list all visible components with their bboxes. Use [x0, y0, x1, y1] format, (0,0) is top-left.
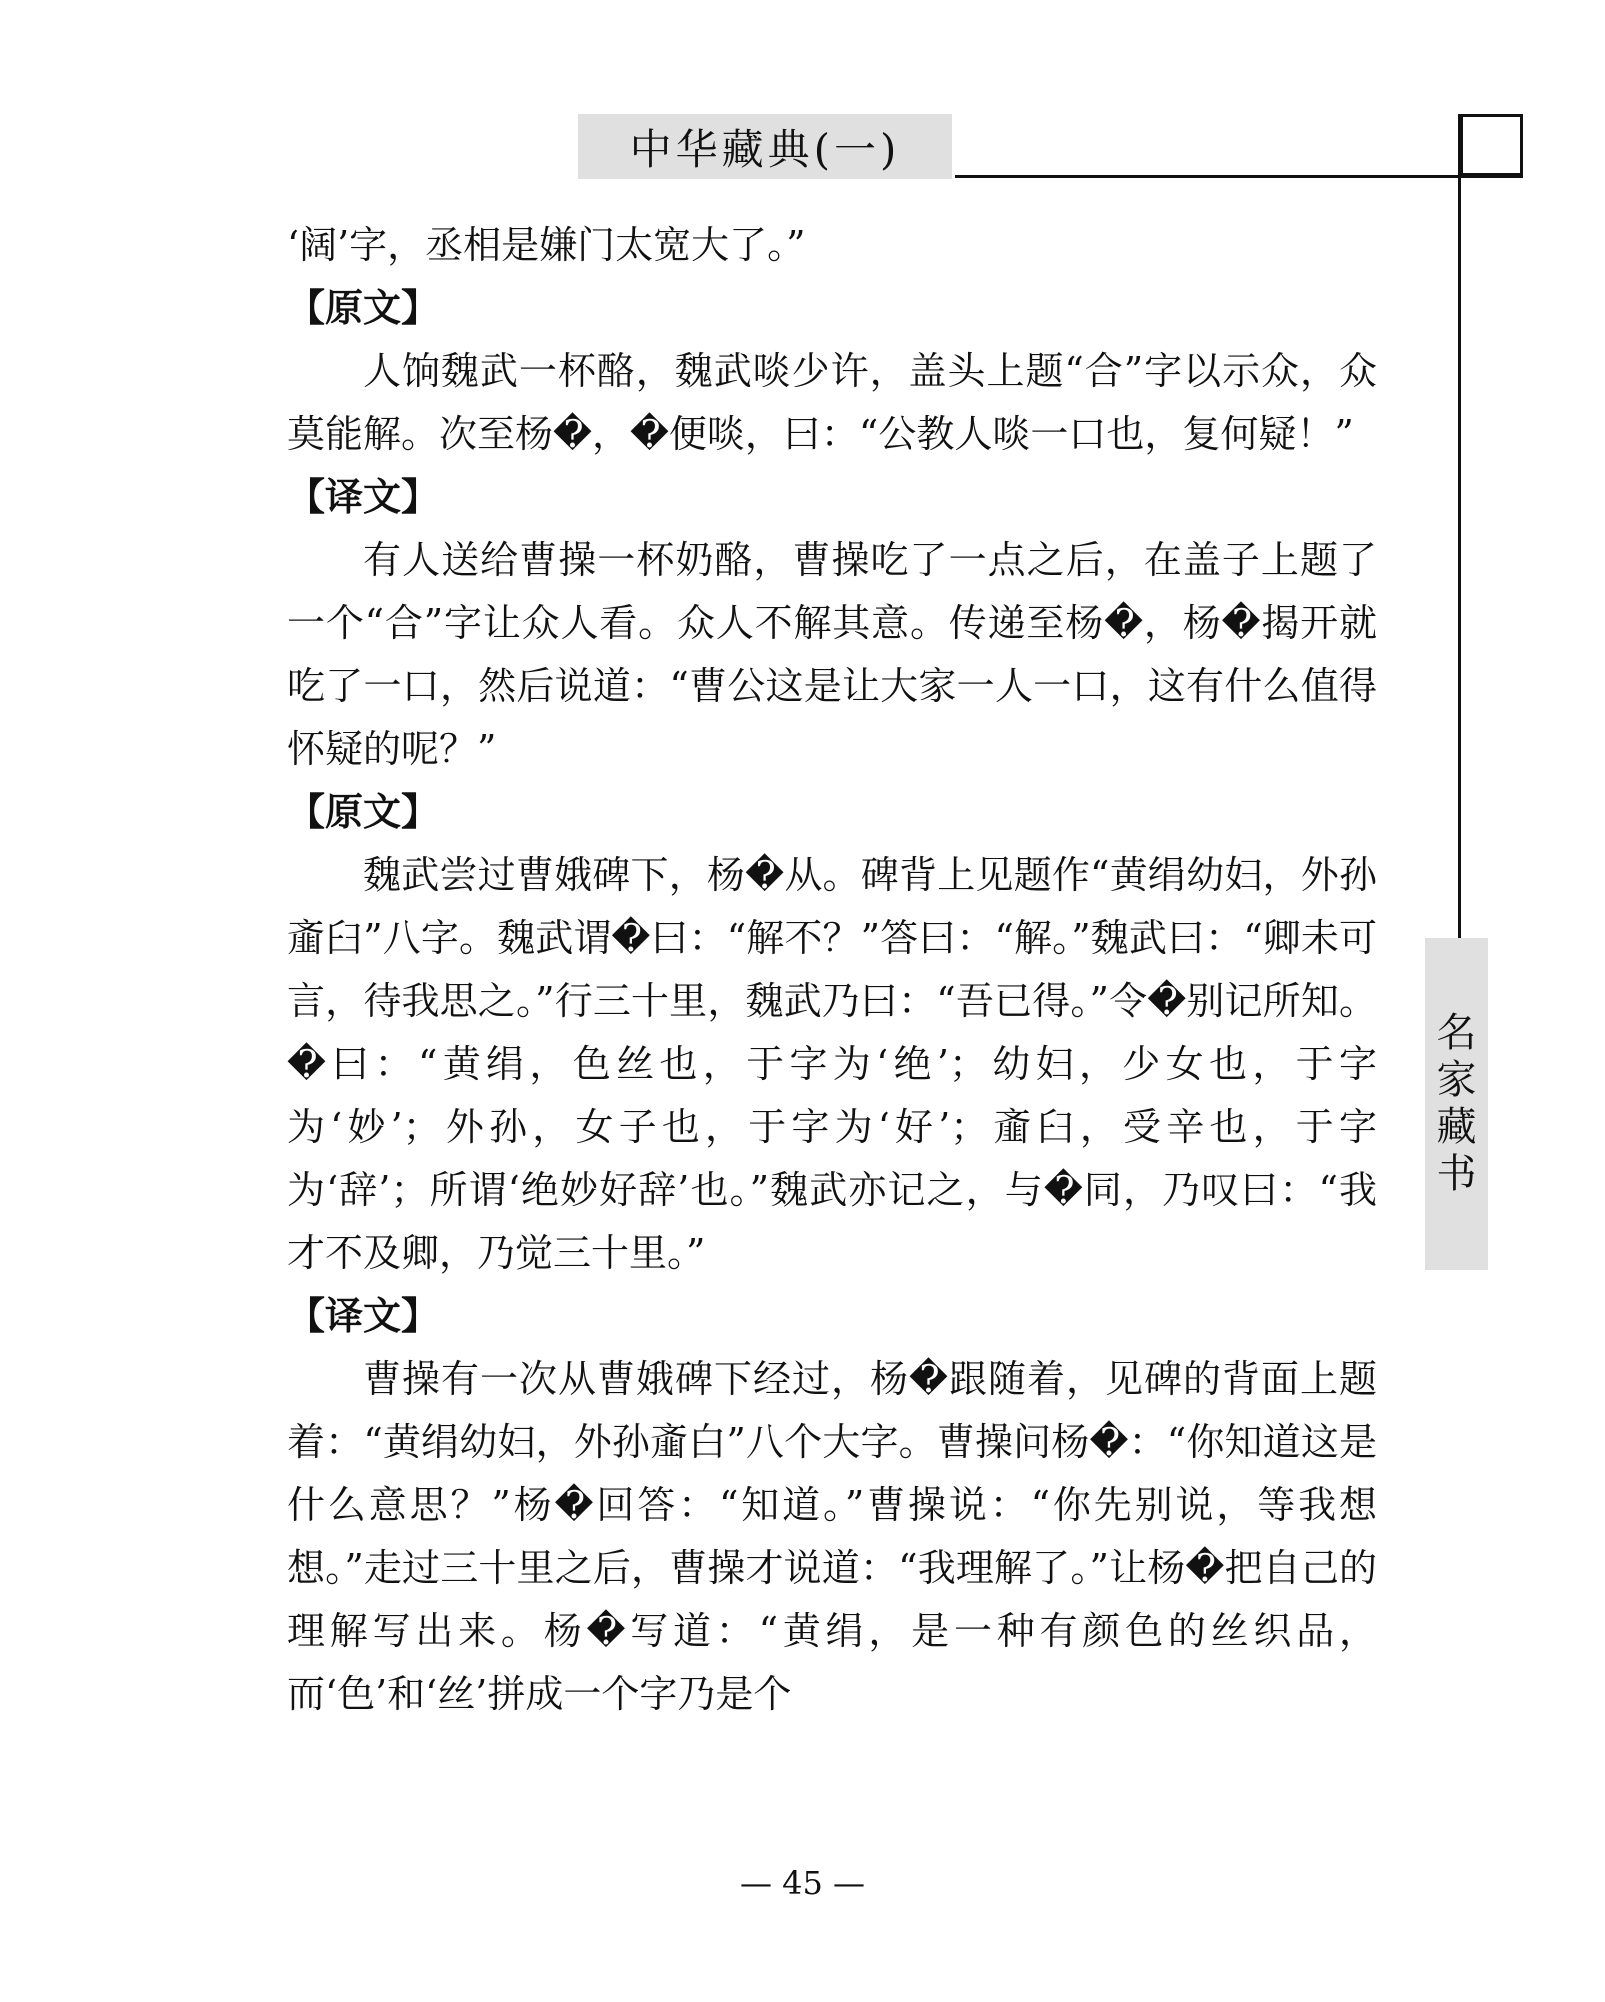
side-rule [1458, 114, 1461, 939]
side-tab-char: 书 [1436, 1151, 1477, 1197]
side-tab-char: 名 [1436, 1010, 1477, 1056]
translation-paragraph: 曹操有一次从曹娥碑下经过，杨�跟随着，见碑的背面上题着：“黄绢幼妇，外孙齑白”八个大字。曹操问杨�：“你知道这是什么意思？”杨�回答：“知道。”曹操说：“你先别说，等我想想。”走过三十里之后，曹操才说道：“我理解了。”让杨�把自己的理解写出来。杨�写道：“黄绢，是一种有颜色的丝织品，而‘色’和‘丝’拼成一个字乃是个 [287, 1357, 1377, 1716]
side-tab-char: 家 [1436, 1057, 1477, 1103]
header-rule [955, 175, 1523, 178]
corner-decoration [1460, 114, 1523, 176]
page-body [287, 214, 1377, 1726]
section-heading-original: 【原文】 [287, 790, 440, 834]
section-heading-translation: 【译文】 [287, 475, 440, 519]
section-heading-original: 【原文】 [287, 286, 440, 330]
page-number: — 45 — [739, 1864, 866, 1902]
section-heading-translation: 【译文】 [287, 1294, 440, 1338]
original-text-paragraph: 人饷魏武一杯酪，魏武啖少许，盖头上题“合”字以示众，众莫能解。次至杨�，�便啖，曰：“公教人啖一口也，复何疑！” [287, 349, 1377, 456]
side-tab-char: 藏 [1436, 1104, 1477, 1150]
translation-paragraph: 有人送给曹操一杯奶酪，曹操吃了一点之后，在盖子上题了一个“合”字让众人看。众人不解其意。传递至杨�，杨�揭开就吃了一口，然后说道：“曹公这是让大家一人一口，这有什么值得怀疑的呢？” [287, 538, 1377, 771]
original-text-paragraph: 魏武尝过曹娥碑下，杨�从。碑背上见题作“黄绢幼妇，外孙齑臼”八字。魏武谓�曰：“解不？”答曰：“解。”魏武曰：“卿未可言，待我思之。”行三十里，魏武乃曰：“吾已得。”令�别记所知。�曰：“黄绢，色丝也，于字为‘绝’；幼妇，少女也，于字为‘妙’；外孙，女子也，于字为‘好’；齑臼，受辛也，于字为‘辞’；所谓‘绝妙好辞’也。”魏武亦记之，与�同，乃叹曰：“我才不及卿，乃觉三十里。” [287, 853, 1377, 1275]
running-header-title: 中华藏典(一) [578, 114, 952, 179]
section-side-tab [1425, 938, 1488, 1270]
text-continuation: ‘阔’字，丞相是嫌门太宽大了。” [287, 223, 806, 267]
